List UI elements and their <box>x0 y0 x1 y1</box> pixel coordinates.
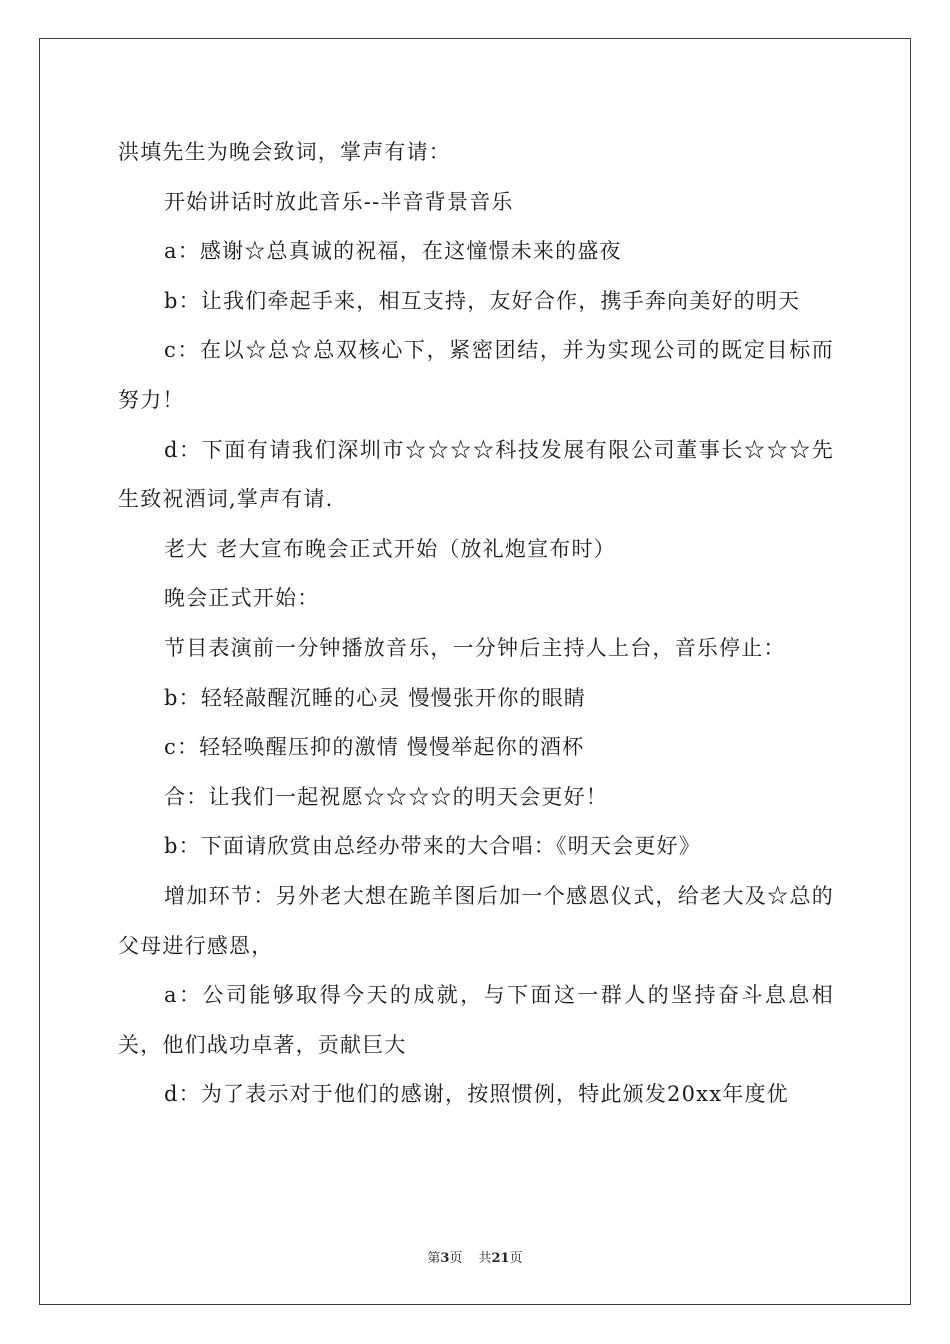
paragraph: 合：让我们一起祝愿☆☆☆☆的明天会更好！ <box>164 784 608 809</box>
paragraph: b：轻轻敲醒沉睡的心灵 慢慢张开你的眼睛 <box>164 685 587 710</box>
paragraph: d：为了表示对于他们的感谢，按照惯例，特此颁发20xx年度优 <box>164 1082 789 1107</box>
page-number: 3 <box>440 1251 450 1266</box>
page-footer <box>0 1247 950 1266</box>
paragraph: 老大 老大宣布晚会正式开始（放礼炮宣布时） <box>164 536 616 561</box>
paragraph: 开始讲话时放此音乐--半音背景音乐 <box>164 189 514 214</box>
paragraph: 晚会正式开始： <box>164 586 320 611</box>
page-suffix: 页 <box>449 1251 463 1266</box>
paragraph: b：让我们牵起手来，相互支持，友好合作，携手奔向美好的明天 <box>164 288 801 313</box>
paragraph: d：下面有请我们深圳市☆☆☆☆科技发展有限公司董事长☆☆☆先生致祝酒词,掌声有请. <box>118 437 834 512</box>
paragraph: a：感谢☆总真诚的祝福，在这憧憬未来的盛夜 <box>164 239 622 264</box>
paragraph: b：下面请欣赏由总经办带来的大合唱：《明天会更好》 <box>164 834 701 859</box>
paragraph: c：在以☆总☆总双核心下，紧密团结，并为实现公司的既定目标而努力！ <box>118 338 834 412</box>
paragraph: 增加环节：另外老大想在跪羊图后加一个感恩仪式，给老大及☆总的父母进行感恩， <box>118 883 834 958</box>
total-prefix: 共 <box>478 1251 492 1266</box>
page-prefix: 第 <box>427 1251 441 1266</box>
document-body <box>118 128 834 1120</box>
paragraph: 洪填先生为晚会致词，掌声有请： <box>118 140 451 164</box>
total-suffix: 页 <box>509 1251 523 1266</box>
paragraph: c：轻轻唤醒压抑的激情 慢慢举起你的酒杯 <box>164 735 585 760</box>
paragraph: 节目表演前一分钟播放音乐，一分钟后主持人上台，音乐停止： <box>164 635 786 660</box>
paragraph: a：公司能够取得今天的成就，与下面这一群人的坚持奋斗息息相关，他们战功卓著，贡献巨大 <box>118 983 834 1057</box>
total-pages: 21 <box>491 1251 510 1266</box>
